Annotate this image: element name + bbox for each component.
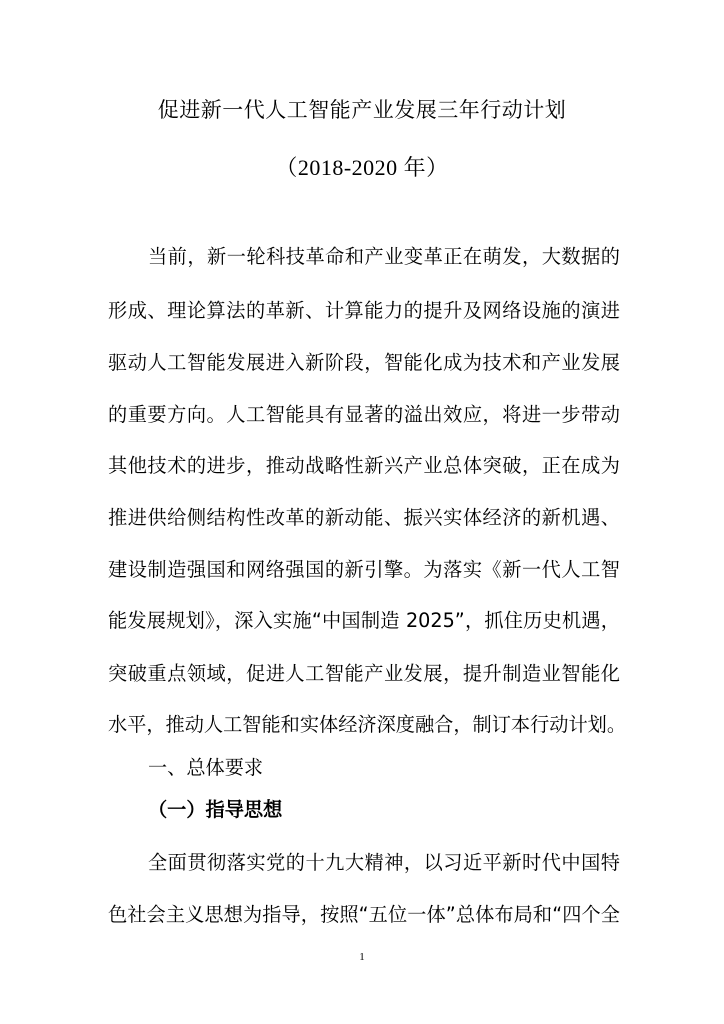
paragraph-line: 其他技术的进步，推动战略性新兴产业总体突破，正在成为: [108, 454, 620, 477]
paragraph-line: 能发展规划》，深入实施“中国制造 2025”，抓住历史机遇，: [108, 609, 620, 632]
paragraph-line: 全面贯彻落实党的十九大精神，以习近平新时代中国特: [148, 851, 620, 874]
paragraph-line: 水平，推动人工智能和实体经济深度融合，制订本行动计划。: [108, 713, 627, 736]
paragraph-line: 色社会主义思想为指导，按照“五位一体”总体布局和“四个全: [108, 903, 620, 926]
paragraph-line: 推进供给侧结构性改革的新动能、振兴实体经济的新机遇、: [108, 506, 620, 529]
page-number: 1: [359, 951, 365, 963]
document-title: 促进新一代人工智能产业发展三年行动计划: [157, 98, 567, 122]
subsection-heading: （一）指导思想: [148, 798, 283, 821]
paragraph-line: 驱动人工智能发展进入新阶段，智能化成为技术和产业发展: [108, 351, 620, 374]
section-heading: 一、总体要求: [148, 756, 264, 779]
document-subtitle: （2018-2020 年）: [275, 155, 449, 180]
paragraph-line: 突破重点领域，促进人工智能产业发展，提升制造业智能化: [108, 662, 620, 685]
paragraph-line: 的重要方向。人工智能具有显著的溢出效应，将进一步带动: [108, 403, 620, 426]
paragraph-line: 形成、理论算法的革新、计算能力的提升及网络设施的演进: [108, 299, 620, 322]
paragraph-line: 建设制造强国和网络强国的新引擎。为落实《新一代人工智: [108, 558, 620, 581]
paragraph-line: 当前，新一轮科技革命和产业变革正在萌发，大数据的: [148, 245, 620, 268]
